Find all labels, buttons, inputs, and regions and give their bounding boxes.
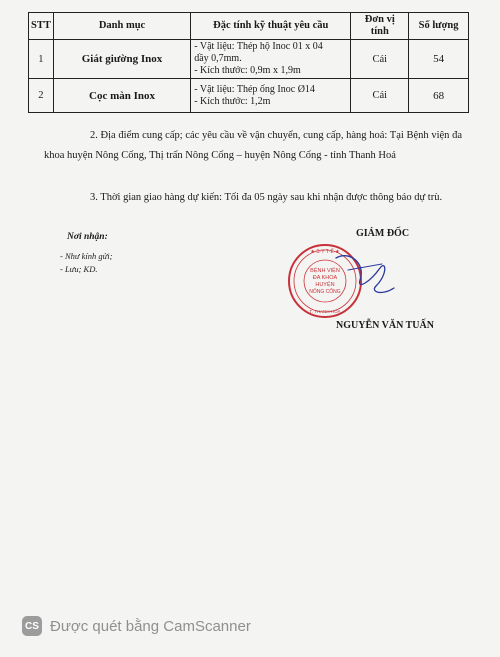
spec-line: - Kích thước: 0,9m x 1,9m: [194, 65, 301, 76]
delivery-time-paragraph: [44, 188, 462, 208]
row-item-name: Cọc màn Inox: [53, 79, 190, 113]
row-qty: 54: [409, 40, 469, 79]
camscanner-text: Được quét bằng CamScanner: [50, 617, 251, 635]
row-unit: Cái: [351, 79, 409, 113]
spec-line: - Kích thước: 1,2m: [194, 95, 271, 107]
row-unit: Cái: [351, 40, 409, 79]
delivery-location-paragraph: [44, 126, 462, 166]
spec-line: dầy 0,7mm.: [194, 53, 242, 64]
header-unit-line2: tính: [370, 26, 389, 37]
delivery-location-text: 2. Địa điểm cung cấp; các yêu cầu về vận chuyển, cung cấp, hàng hoá: Tại Bệnh viện đa khoa huyện Nông Cống, Thị trấn Nông Cống – huyện Nông Cống - tỉnh Thanh Hoá: [44, 130, 462, 161]
row-spec: [191, 79, 351, 113]
header-stt: STT: [29, 13, 54, 40]
row-item-name: Giát giường Inox: [53, 40, 190, 79]
camscanner-logo-icon: CS: [22, 616, 42, 636]
table-header-row: [29, 13, 469, 40]
svg-text:HUYỆN: HUYỆN: [315, 282, 335, 288]
row-spec: [191, 40, 351, 79]
row-qty: 68: [409, 79, 469, 113]
spec-line: - Vật liệu: Thép hộ Inoc 01 x 04: [194, 41, 323, 52]
row-stt: 1: [29, 40, 54, 79]
recipient-item: - Như kính gửi;: [60, 251, 113, 261]
svg-text:T. THANH HÓA: T. THANH HÓA: [309, 309, 341, 314]
requirements-table: [28, 12, 469, 113]
svg-text:NÔNG CỐNG: NÔNG CỐNG: [309, 289, 341, 295]
camscanner-watermark: [22, 616, 251, 636]
header-item: Danh mục: [53, 13, 190, 40]
header-spec: Đặc tính kỹ thuật yêu cầu: [191, 13, 351, 40]
recipient-item: - Lưu; KD.: [60, 264, 98, 274]
header-unit: [351, 13, 409, 40]
handwritten-signature-icon: [330, 246, 400, 306]
header-unit-line1: Đơn vị: [364, 14, 395, 25]
table-row: [29, 79, 469, 113]
svg-text:★ S·Y T·Ế ★: ★ S·Y T·Ế ★: [310, 249, 340, 255]
signer-position: GIÁM ĐỐC: [356, 228, 410, 239]
table-row: [29, 40, 469, 79]
spec-line: - Vật liệu: Thép ống Inoc Ø14: [194, 83, 315, 95]
svg-text:BỆNH VIỆN: BỆNH VIỆN: [310, 268, 340, 274]
header-qty: Số lượng: [409, 13, 469, 40]
row-stt: 2: [29, 79, 54, 113]
recipients-title: Nơi nhận:: [67, 232, 108, 242]
signer-name: NGUYỄN VĂN TUẤN: [336, 320, 434, 331]
svg-text:ĐA KHOA: ĐA KHOA: [312, 275, 338, 281]
delivery-time-text: 3. Thời gian giao hàng dự kiến: Tối đa 05 ngày sau khi nhận được thông báo dự trù.: [90, 192, 443, 203]
